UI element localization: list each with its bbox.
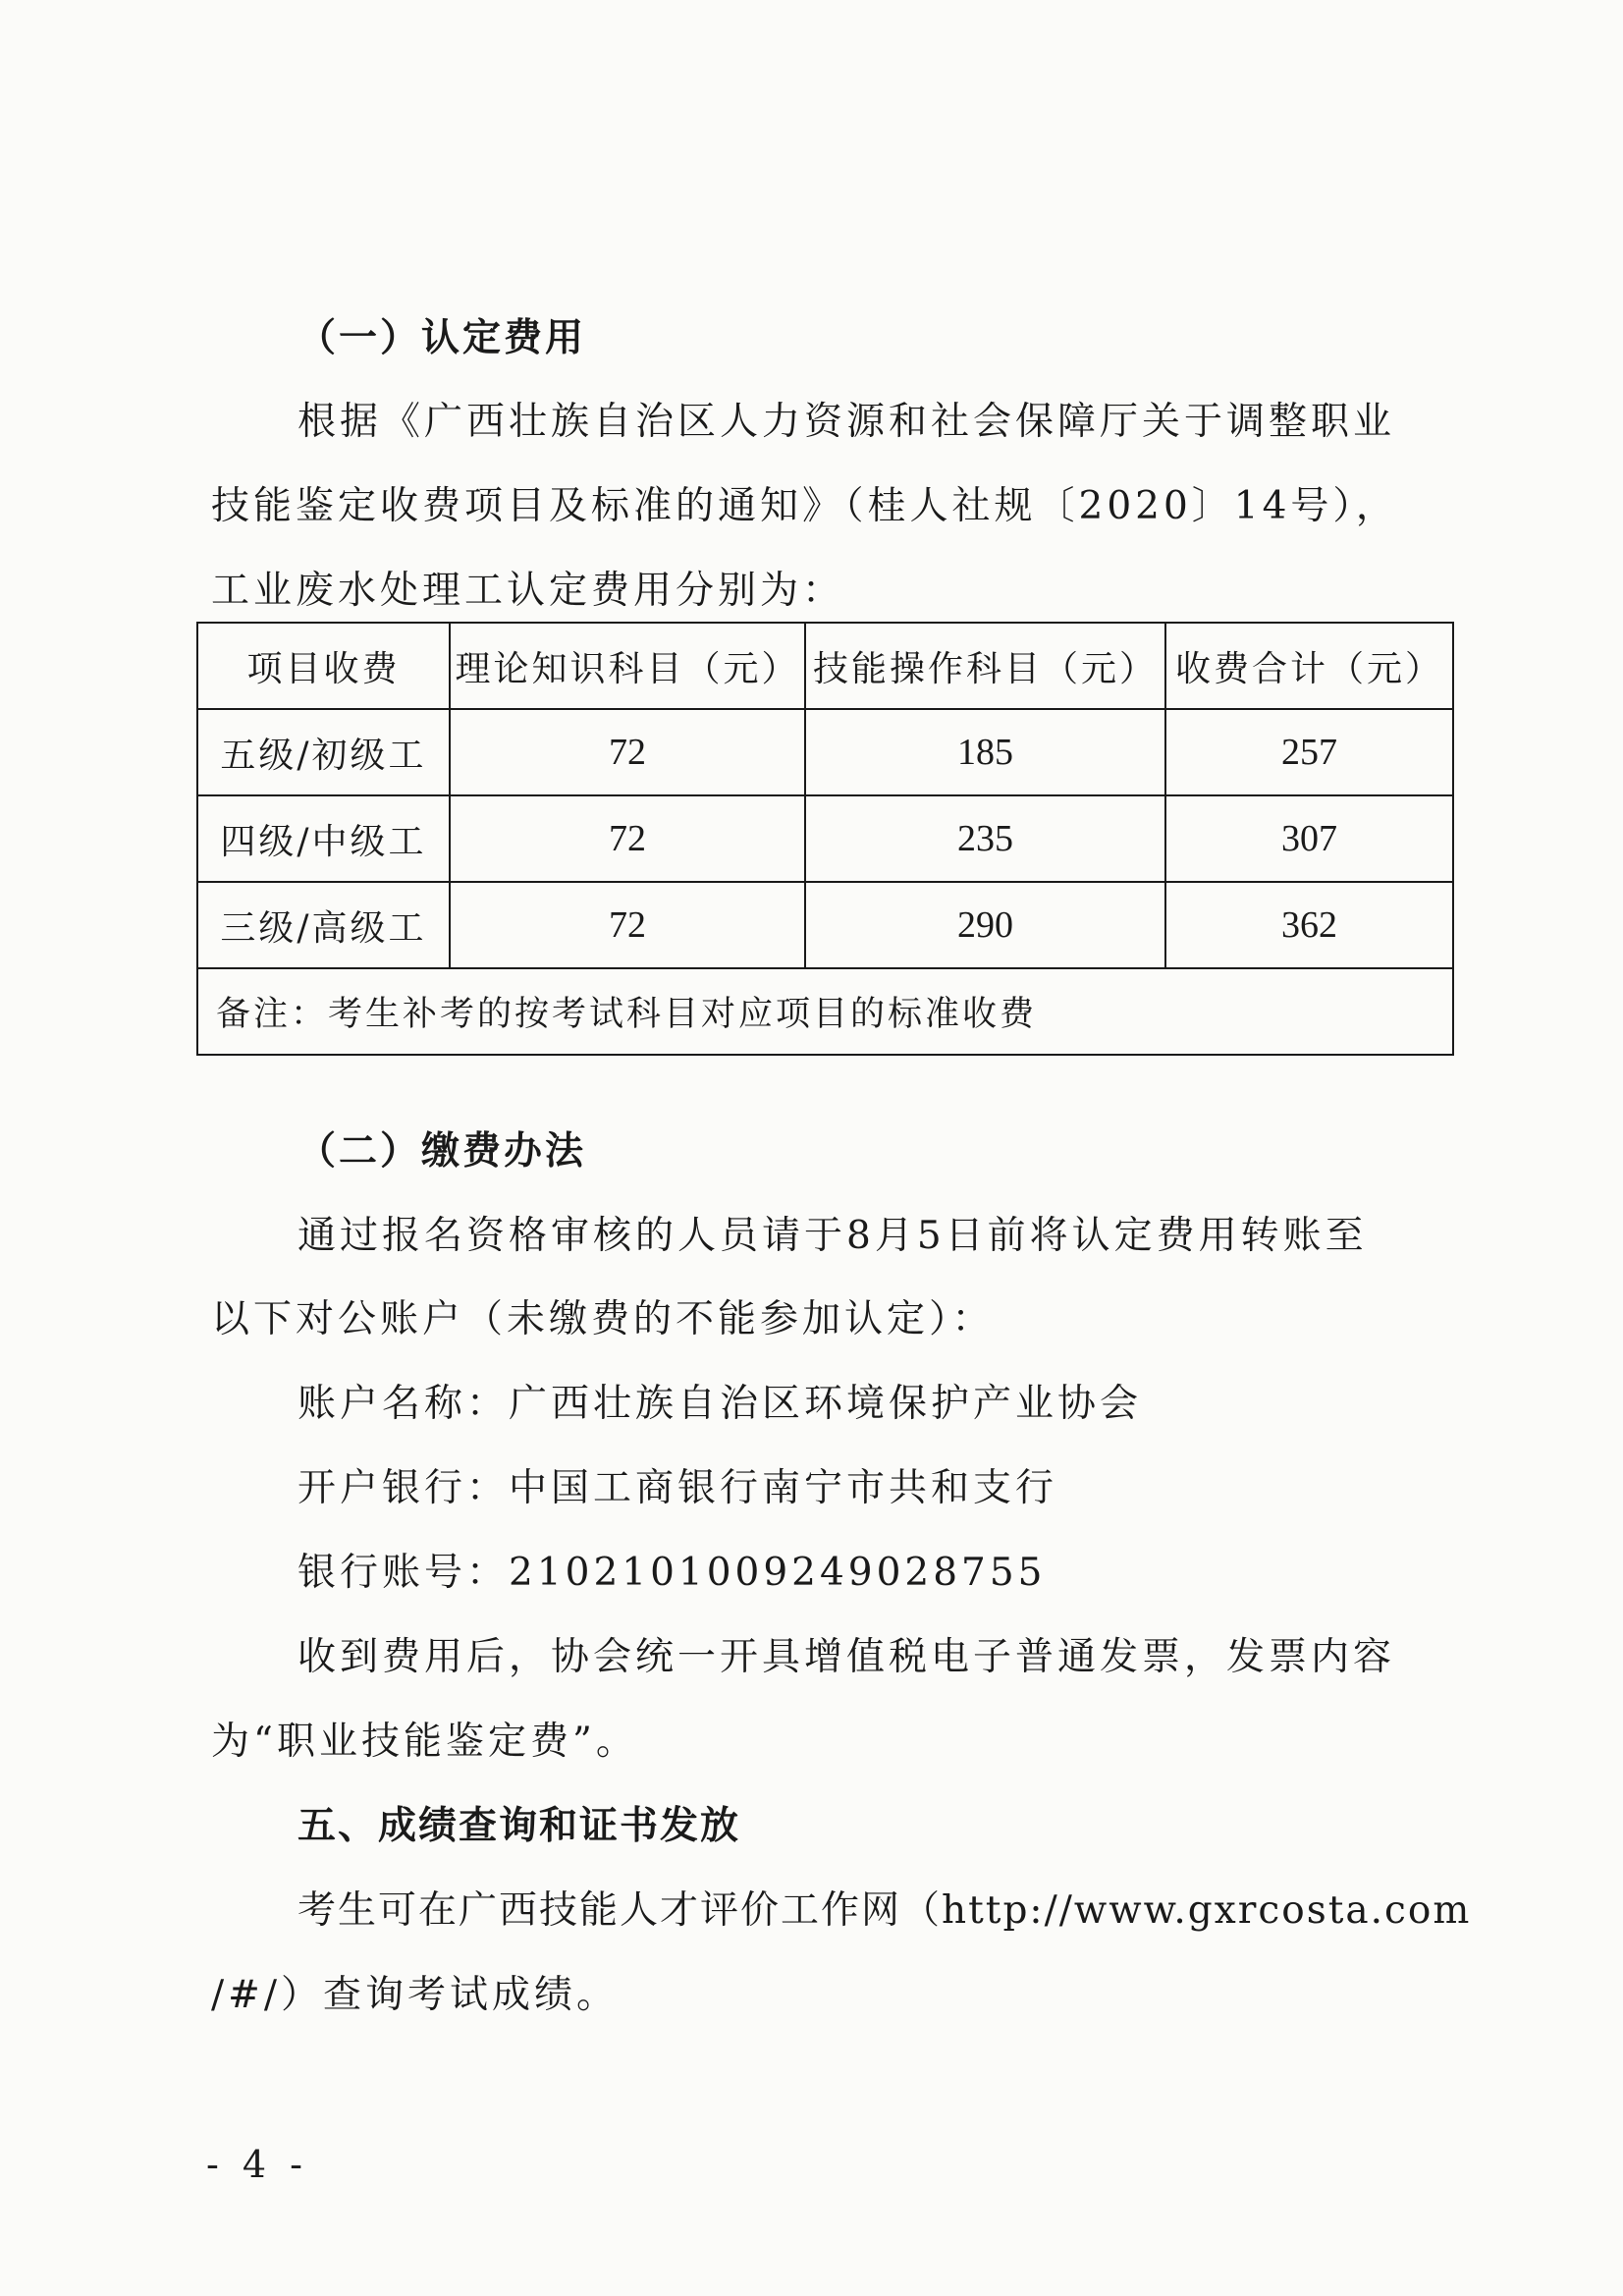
total-cell: 257 [1165, 709, 1453, 795]
table-row [197, 795, 1453, 882]
header-skill: 技能操作科目（元） [805, 623, 1165, 709]
skill-cell: 235 [805, 795, 1165, 882]
table-row [197, 882, 1453, 968]
header-total: 收费合计（元） [1165, 623, 1453, 709]
total-cell: 362 [1165, 882, 1453, 968]
fee-section-heading: （一）认定费用 [298, 315, 587, 360]
skill-cell: 185 [805, 709, 1165, 795]
invoice-line-1: 收到费用后，协会统一开具增值税电子普通发票，发票内容 [298, 1635, 1396, 1679]
total-cell: 307 [1165, 795, 1453, 882]
theory-cell: 72 [450, 795, 805, 882]
results-paragraph-line-2: /#/）查询考试成绩。 [211, 1973, 619, 2017]
fee-paragraph-line-3: 工业废水处理工认定费用分别为： [211, 569, 845, 613]
results-section-heading: 五、成绩查询和证书发放 [298, 1804, 741, 1848]
theory-cell: 72 [450, 709, 805, 795]
level-cell: 四级/中级工 [197, 795, 450, 882]
skill-cell: 290 [805, 882, 1165, 968]
payment-paragraph-line-2: 以下对公账户（未缴费的不能参加认定）： [211, 1297, 995, 1341]
header-item: 项目收费 [197, 623, 450, 709]
fee-table-header-row [197, 623, 1453, 709]
theory-cell: 72 [450, 882, 805, 968]
payment-paragraph-line-1: 通过报名资格审核的人员请于8月5日前将认定费用转账至 [298, 1214, 1368, 1258]
fee-paragraph-line-1: 根据《广西壮族自治区人力资源和社会保障厅关于调整职业 [298, 400, 1396, 444]
fee-table [196, 622, 1454, 1056]
account-name: 账户名称：广西壮族自治区环境保护产业协会 [298, 1382, 1143, 1426]
invoice-line-2: 为“职业技能鉴定费”。 [211, 1720, 638, 1764]
fee-paragraph-line-2: 技能鉴定收费项目及标准的通知》（桂人社规〔2020〕14号）， [211, 484, 1398, 528]
fee-table-note: 备注：考生补考的按考试科目对应项目的标准收费 [197, 968, 1453, 1055]
payment-section-heading: （二）缴费办法 [298, 1128, 587, 1174]
header-theory: 理论知识科目（元） [450, 623, 805, 709]
results-paragraph-line-1: 考生可在广西技能人才评价工作网（http://www.gxrcosta.com [298, 1888, 1472, 1933]
level-cell: 三级/高级工 [197, 882, 450, 968]
level-cell: 五级/初级工 [197, 709, 450, 795]
table-row [197, 709, 1453, 795]
page-number: - 4 - [206, 2143, 309, 2186]
fee-table-note-row [197, 968, 1453, 1055]
bank-name: 开户银行：中国工商银行南宁市共和支行 [298, 1466, 1058, 1510]
account-number: 银行账号：2102101009249028755 [298, 1551, 1047, 1595]
